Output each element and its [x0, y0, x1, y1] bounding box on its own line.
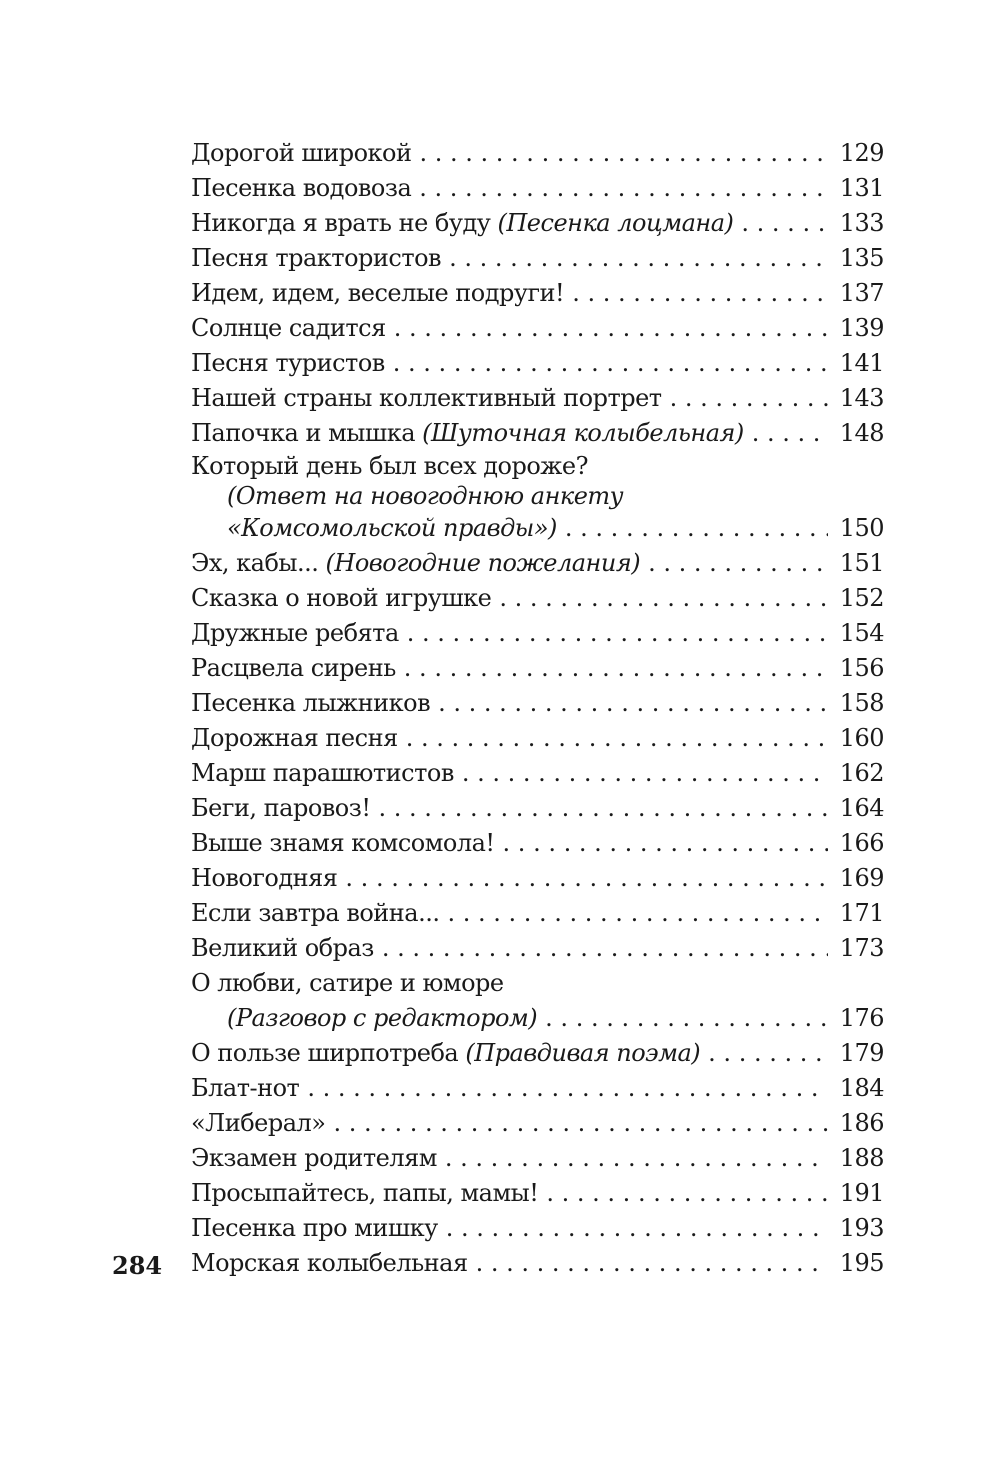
toc-entry-multiline	[191, 451, 884, 481]
toc-entry-continuation	[191, 481, 884, 511]
entry-title: Нашей страны коллективный портрет	[191, 384, 662, 412]
dot-leader	[307, 1071, 828, 1106]
dot-leader	[572, 276, 828, 311]
entry-title: Идем, идем, веселые подруги!	[191, 279, 565, 307]
dot-leader	[449, 241, 828, 276]
dot-leader	[445, 1141, 828, 1176]
dot-leader	[670, 381, 828, 416]
toc-entry	[191, 1071, 884, 1106]
toc-entry	[191, 546, 884, 581]
dot-leader	[446, 1211, 828, 1246]
table-of-contents	[191, 136, 884, 1281]
page-number: 148	[839, 419, 884, 447]
page-number: 162	[839, 759, 884, 787]
page-number: 186	[839, 1109, 884, 1137]
page-number: 171	[839, 899, 884, 927]
dot-leader	[476, 1246, 828, 1281]
dot-leader	[499, 581, 828, 616]
dot-leader	[407, 616, 828, 651]
page-number: 173	[839, 934, 884, 962]
entry-title: Песня туристов	[191, 349, 385, 377]
page-number: 129	[839, 139, 884, 167]
toc-entry	[191, 1246, 884, 1281]
dot-leader	[503, 826, 828, 861]
page-number: 191	[839, 1179, 884, 1207]
toc-entry	[191, 346, 884, 381]
entry-title: Выше знамя комсомола!	[191, 829, 495, 857]
entry-title: Который день был всех дороже?	[191, 452, 588, 480]
page-number: 150	[839, 514, 884, 542]
toc-entry	[191, 616, 884, 651]
entry-title: Дорожная песня	[191, 724, 398, 752]
entry-title: Песенка водовоза	[191, 174, 412, 202]
entry-title: О пользе ширпотреба (Правдивая поэма)	[191, 1039, 701, 1067]
entry-title: Просыпайтесь, папы, мамы!	[191, 1179, 539, 1207]
toc-entry	[191, 861, 884, 896]
page-number: 176	[839, 1004, 884, 1032]
dot-leader	[333, 1106, 828, 1141]
toc-entry-continuation	[191, 1001, 884, 1036]
dot-leader	[447, 896, 828, 931]
page-number: 151	[839, 549, 884, 577]
dot-leader	[462, 756, 828, 791]
page-number: 188	[839, 1144, 884, 1172]
dot-leader	[438, 686, 828, 721]
toc-entry	[191, 311, 884, 346]
entry-title: Экзамен родителям	[191, 1144, 437, 1172]
toc-entry	[191, 171, 884, 206]
entry-title: Песенка про мишку	[191, 1214, 438, 1242]
page-number: 169	[839, 864, 884, 892]
page-number: 156	[839, 654, 884, 682]
dot-leader	[394, 311, 828, 346]
page-number: 133	[839, 209, 884, 237]
page-number: 179	[839, 1039, 884, 1067]
toc-entry	[191, 381, 884, 416]
toc-entry	[191, 416, 884, 451]
dot-leader	[345, 861, 828, 896]
toc-entry	[191, 931, 884, 966]
toc-entry	[191, 721, 884, 756]
dot-leader	[420, 136, 829, 171]
page-number: 195	[839, 1249, 884, 1277]
entry-subtitle: (Ответ на новогоднюю анкету	[227, 482, 624, 510]
dot-leader	[648, 546, 828, 581]
page-number: 193	[839, 1214, 884, 1242]
page-number: 164	[839, 794, 884, 822]
toc-entry	[191, 651, 884, 686]
entry-title: Папочка и мышка (Шуточная колыбельная)	[191, 419, 744, 447]
toc-entry	[191, 241, 884, 276]
page-number: 143	[839, 384, 884, 412]
page-number: 160	[839, 724, 884, 752]
toc-entry	[191, 1036, 884, 1071]
entry-title: Солнце садится	[191, 314, 386, 342]
entry-title: Сказка о новой игрушке	[191, 584, 492, 612]
toc-entry	[191, 756, 884, 791]
page-number: 131	[839, 174, 884, 202]
entry-title: Беги, паровоз!	[191, 794, 371, 822]
dot-leader	[545, 1001, 828, 1036]
toc-entry	[191, 1141, 884, 1176]
toc-entry	[191, 826, 884, 861]
entry-title: Дружные ребята	[191, 619, 399, 647]
dot-leader	[419, 171, 828, 206]
entry-title: Марш парашютистов	[191, 759, 454, 787]
page-folio-number: 284	[112, 1251, 163, 1280]
toc-entry	[191, 1106, 884, 1141]
toc-entry	[191, 136, 884, 171]
entry-title: О любви, сатире и юморе	[191, 969, 504, 997]
page-number: 166	[839, 829, 884, 857]
entry-title: Никогда я врать не буду (Песенка лоцмана)	[191, 209, 734, 237]
dot-leader	[708, 1036, 828, 1071]
page-number: 154	[839, 619, 884, 647]
toc-entry	[191, 1211, 884, 1246]
page-number: 184	[839, 1074, 884, 1102]
entry-title: Песня трактористов	[191, 244, 442, 272]
entry-title: «Либерал»	[191, 1109, 326, 1137]
entry-title: Новогодняя	[191, 864, 338, 892]
toc-entry-multiline	[191, 966, 884, 1001]
entry-subtitle: «Комсомольской правды»)	[227, 514, 557, 542]
page-number: 135	[839, 244, 884, 272]
dot-leader	[565, 511, 828, 546]
dot-leader	[393, 346, 828, 381]
dot-leader	[404, 651, 828, 686]
toc-entry	[191, 581, 884, 616]
toc-entry	[191, 896, 884, 931]
toc-entry-continuation	[191, 511, 884, 546]
toc-entry	[191, 276, 884, 311]
entry-subtitle: (Разговор с редактором)	[227, 1004, 538, 1032]
dot-leader	[752, 416, 828, 451]
page-number: 158	[839, 689, 884, 717]
entry-title: Блат-нот	[191, 1074, 300, 1102]
page-number: 139	[839, 314, 884, 342]
toc-entry	[191, 206, 884, 241]
dot-leader	[406, 721, 828, 756]
page-number: 152	[839, 584, 884, 612]
dot-leader	[546, 1176, 828, 1211]
entry-title: Расцвела сирень	[191, 654, 396, 682]
entry-title: Если завтра война...	[191, 899, 440, 927]
dot-leader	[382, 931, 828, 966]
entry-title: Эх, кабы... (Новогодние пожелания)	[191, 549, 641, 577]
entry-title: Морская колыбельная	[191, 1249, 468, 1277]
dot-leader	[378, 791, 828, 826]
toc-entry	[191, 686, 884, 721]
dot-leader	[741, 206, 828, 241]
page-number: 141	[839, 349, 884, 377]
toc-entry	[191, 1176, 884, 1211]
entry-title: Великий образ	[191, 934, 374, 962]
entry-title: Дорогой широкой	[191, 139, 412, 167]
entry-title: Песенка лыжников	[191, 689, 431, 717]
page-number: 137	[839, 279, 884, 307]
toc-entry	[191, 791, 884, 826]
